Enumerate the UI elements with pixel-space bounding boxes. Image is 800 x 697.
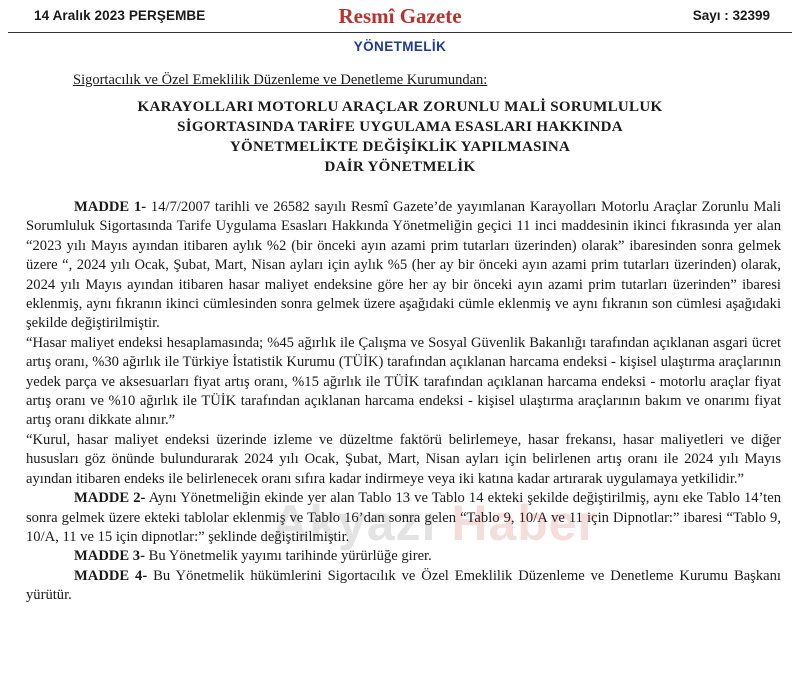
- article-1-label: MADDE 1-: [74, 199, 147, 215]
- article-4-text: Bu Yönetmelik hükümlerini Sigortacılık ve Özel Emeklilik Düzenleme ve Denetleme Kurumu Başkanı yürütür.: [26, 567, 781, 604]
- article-2-label: MADDE 2-: [74, 490, 146, 507]
- section-title: YÖNETMELİK: [353, 39, 447, 54]
- article-3-text: Bu Yönetmelik yayımı tarihinde yürürlüğe girer.: [144, 548, 432, 565]
- article-1: [26, 198, 781, 334]
- article-1-text: 14/7/2007 tarihli ve 26582 sayılı Resmî Gazete’de yayımlanan Karayolları Motorlu Araçlar Zorunlu Mali Sorumluluk Sigortasında Tarife Uygulama Esasları Hakkında Yönetmeliğin geçici 11 inci maddesinin ikinci fıkrasında yer alan “2023 yılı Mayıs ayından itibaren aylık %2 (bir önceki ayın azami prim tutarları üzerinden) olarak” ibaresinden sonra gelmek üzere “, 2024 yılı Ocak, Şubat, Mart, Nisan ayları için aylık %5 (her ay bir önceki ayın azami prim tutarları üzerinden) olarak, 2024 yılı Mayıs ayından itibaren hasar maliyet endeksine göre her ay bir önceki ayın azami prim tutarları üzerinden” ibaresi eklenmiş, aynı fıkranın ikinci cümlesinden sonra gelmek üzere aşağıdaki cümle eklenmiş ve aynı fıkranın son cümlesi aşağıdaki şekilde değiştirilmiştir.: [26, 199, 781, 332]
- institution-name: Sigortacılık ve Özel Emeklilik Düzenleme ve Denetleme Kurumundan:: [73, 72, 488, 88]
- regulation-title-line: KARAYOLLARI MOTORLU ARAÇLAR ZORUNLU MALİ SORUMLULUK: [137, 99, 663, 115]
- watermark-logo: [272, 494, 598, 552]
- article-4: [26, 567, 781, 606]
- gazette-name: Resmî Gazete: [338, 4, 462, 28]
- watermark-part-1: Akyazı: [272, 495, 437, 551]
- regulation-title-line: SİGORTASINDA TARİFE UYGULAMA ESASLARI HAKKINDA: [177, 119, 623, 135]
- article-3-label: MADDE 3-: [74, 548, 145, 565]
- quote-1: “Hasar maliyet endeksi hesaplamasında; %45 ağırlık ile Çalışma ve Sosyal Güvenlik Bakanlığı tarafından açıklanan asgari ücret artış oranı, %30 ağırlık ile Türkiye İstatistik Kurumu (TÜİK) tarafından açıklanan harcama endeksi - kişisel ulaştırma araçlarının yedek parça ve aksesuarları fiyat artış oranı, %15 ağırlık ile TÜİK tarafından açıklanan harcama endeksi - motorlu araçlar fiyat artış oranı ve %10 ağırlık ile TÜİK tarafından açıklanan harcama endeksi - kişisel ulaştırma araçlarının bakım ve onarımı fiyat artış oranı dikkate alınır.”: [26, 334, 781, 429]
- regulation-title-line: DAİR YÖNETMELİK: [324, 159, 476, 175]
- header-date: 14 Aralık 2023 PERŞEMBE: [34, 8, 206, 23]
- regulation-title-line: YÖNETMELİKTE DEĞİŞİKLİK YAPILMASINA: [229, 139, 571, 155]
- issue-number: Sayı : 32399: [692, 8, 770, 23]
- gazette-header: [0, 0, 800, 34]
- regulation-title: [0, 97, 800, 177]
- article-4-label: MADDE 4-: [74, 567, 148, 584]
- quote-2: “Kurul, hasar maliyet endeksi üzerinde izleme ve düzeltme faktörü belirlemeye, hasar frekansı, hasar maliyetleri ve diğer hususları göz önünde bulundurarak 2024 yılı Ocak, Şubat, Mart, Nisan ayları için belirlenen artış oranı ile 2024 yılı Mayıs ayından itibaren endeks ile belirlenecek oranı sıfıra kadar indirmeye veya iki katına kadar artırarak uygulamaya yetkilidir.”: [26, 431, 781, 487]
- watermark-part-2: Haber: [451, 495, 599, 551]
- article-2-text: Aynı Yönetmeliğin ekinde yer alan Tablo 13 ve Tablo 14 ekteki şekilde değiştirilmiş, aynı eke Tablo 14’ten sonra gelmek üzere ekteki tablolar eklenmiş ve Tablo 16’dan sonra gelen “Tablo 9, 10/A ve 11 için Dipnotlar:” ibaresi “Tablo 9, 10/A, 11 ve 15 için dipnotlar:” şeklinde değiştirilmiştir.: [26, 490, 781, 545]
- header-divider: [8, 32, 792, 33]
